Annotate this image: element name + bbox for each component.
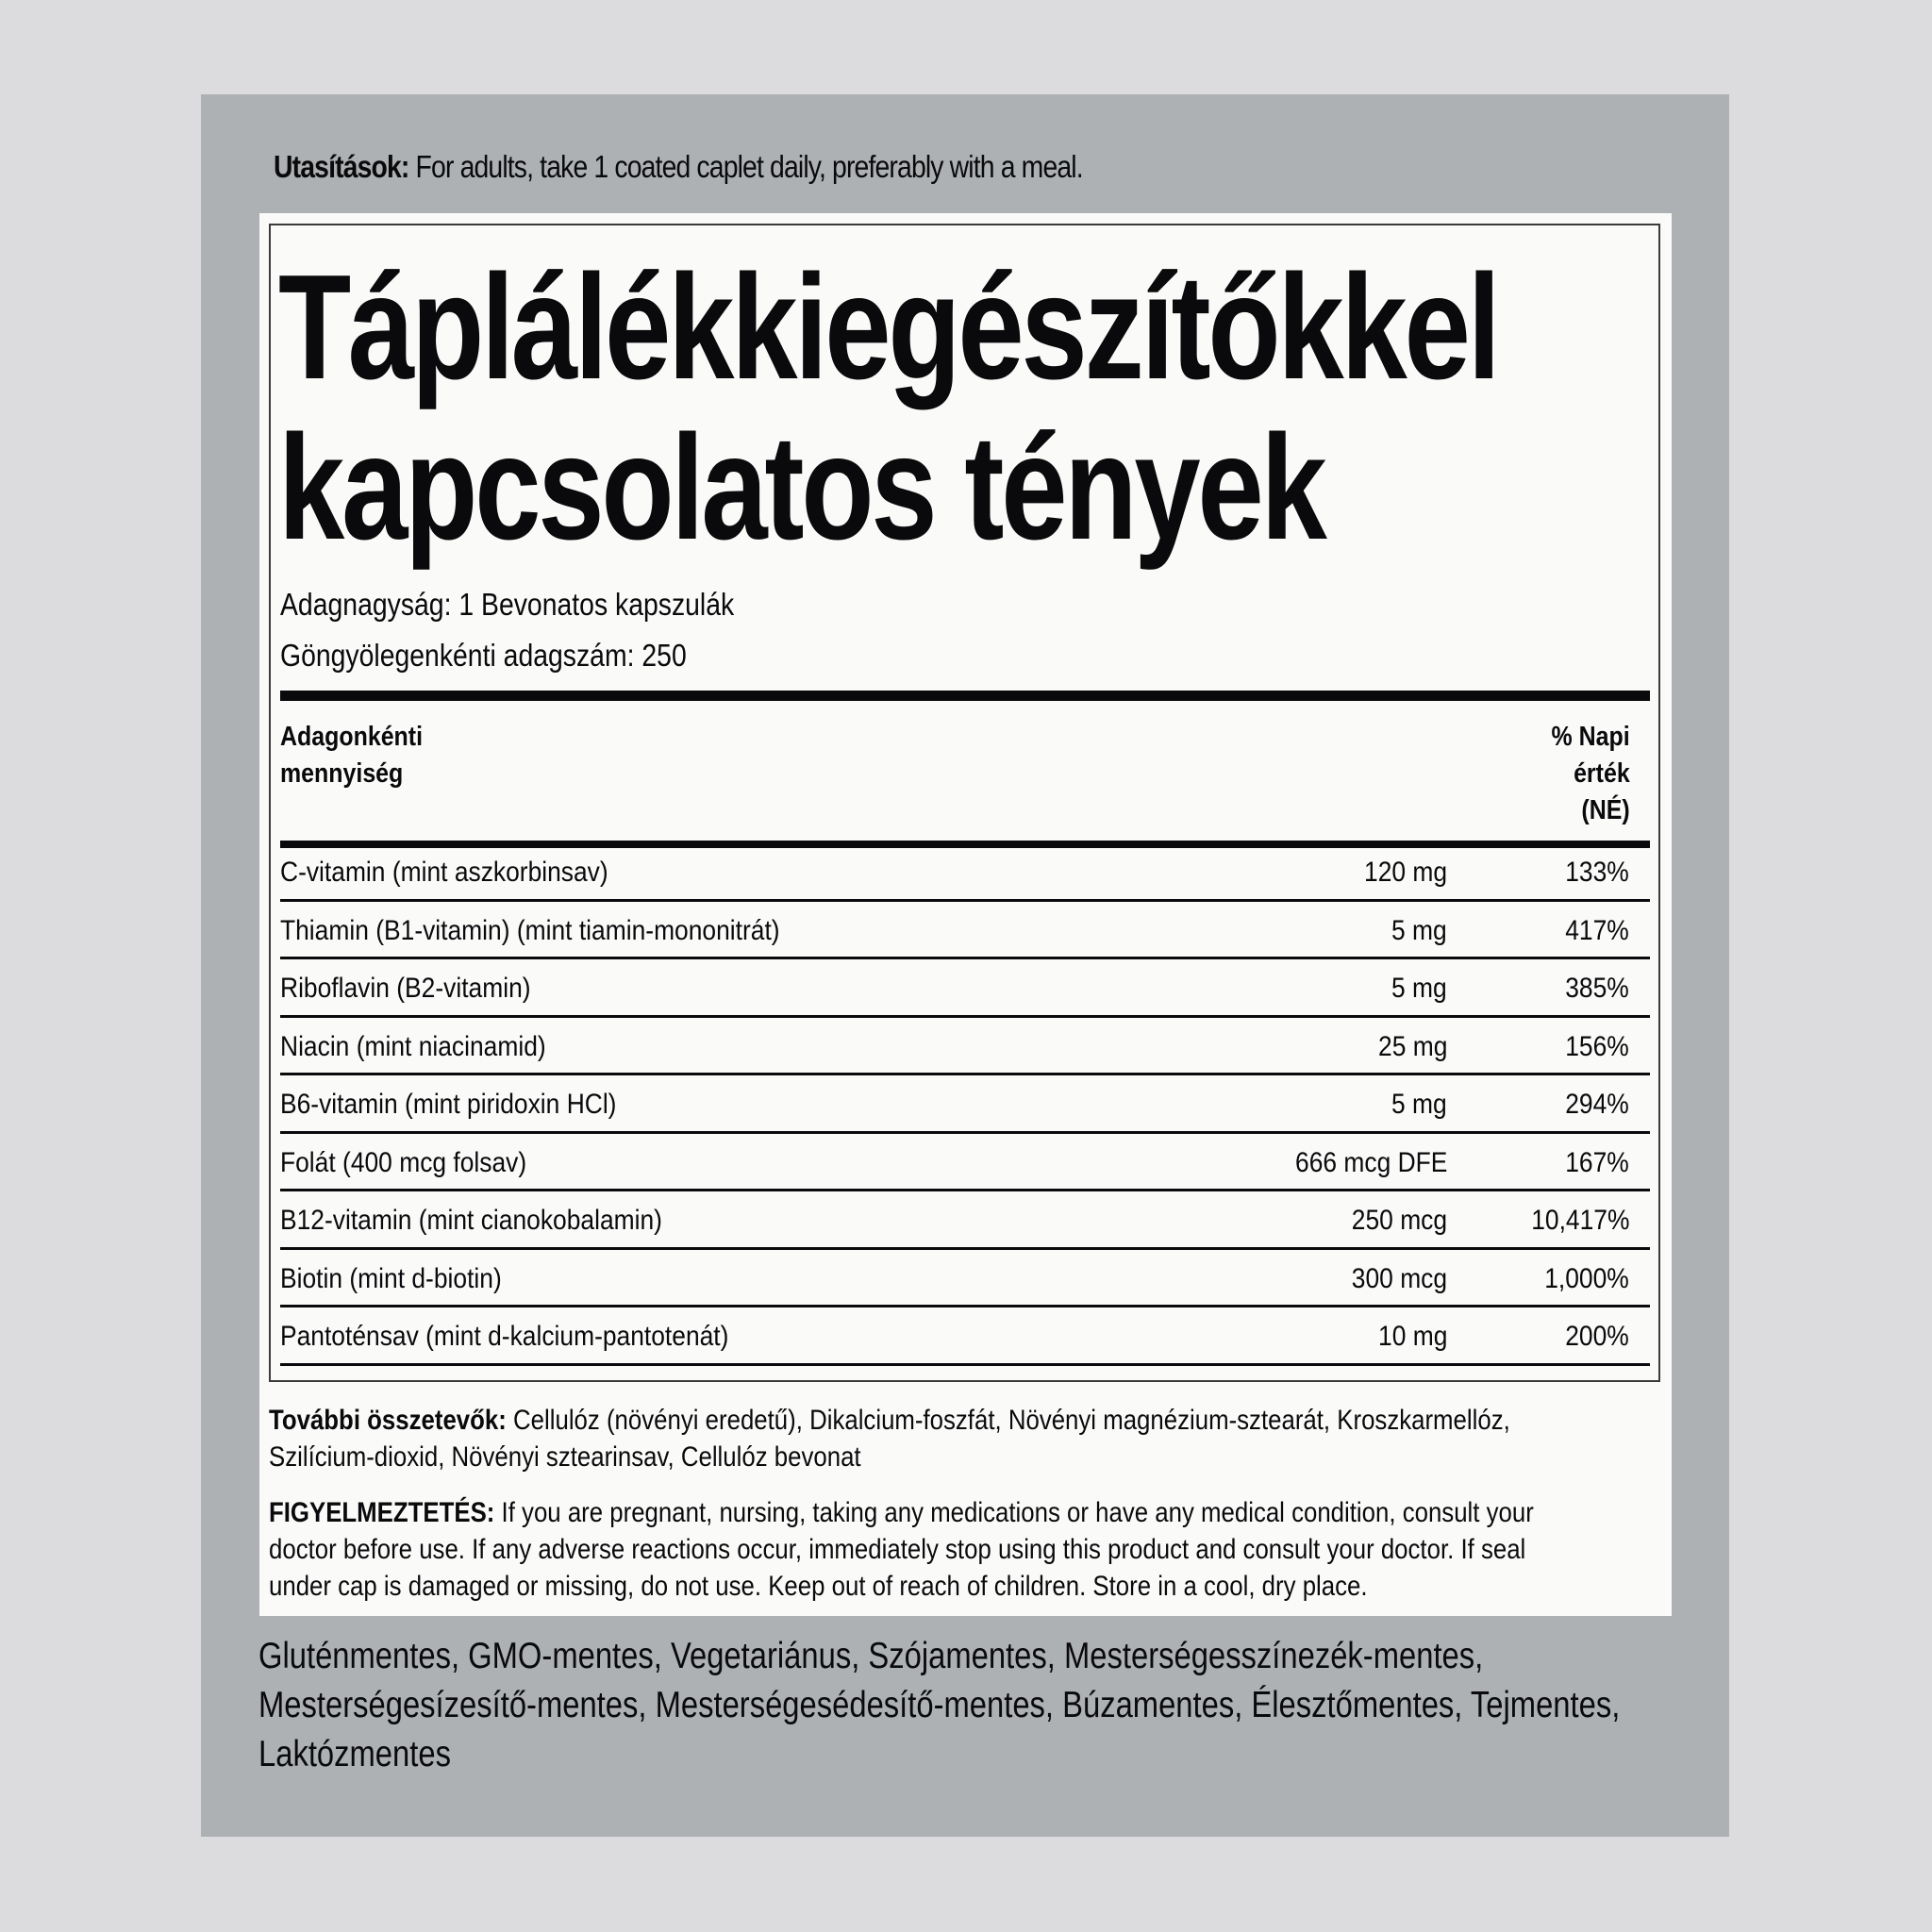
nutrient-name: Thiamin (B1-vitamin) (mint tiamin-mononitrát): [280, 914, 780, 946]
free-from-line3: Laktózmentes: [258, 1734, 451, 1774]
nutrient-daily-value: 417%: [1565, 914, 1629, 946]
nutrient-daily-value: 133%: [1565, 857, 1629, 888]
table-row: [280, 1250, 1650, 1308]
nutrient-name: Biotin (mint d-biotin): [280, 1262, 502, 1294]
nutrient-name: Niacin (mint niacinamid): [280, 1030, 546, 1062]
nutrient-name: C-vitamin (mint aszkorbinsav): [280, 857, 608, 888]
nutrient-name: B6-vitamin (mint piridoxin HCl): [280, 1089, 617, 1120]
directions-text: For adults, take 1 coated caplet daily, preferably with a meal.: [408, 149, 1083, 184]
nutrient-daily-value: 167%: [1565, 1146, 1629, 1178]
table-row: [280, 1307, 1650, 1366]
amount-per-serving-header: [280, 719, 423, 792]
warning: [269, 1494, 1632, 1605]
table-row: [280, 1191, 1650, 1250]
header-right-line1: % Napi: [1551, 722, 1630, 752]
other-ingredients-line2: Szilícium-dioxid, Növényi sztearinsav, Cellulóz bevonat: [269, 1441, 861, 1473]
nutrient-name: Folát (400 mcg folsav): [280, 1146, 527, 1178]
other-ingredients-label: További összetevők:: [269, 1405, 507, 1436]
warning-line2: doctor before use. If any adverse reactions occur, immediately stop using this product and consult your doctor. If seal: [269, 1534, 1526, 1565]
table-row: [280, 843, 1650, 902]
directions-label: Utasítások:: [274, 149, 409, 184]
nutrient-name: B12-vitamin (mint cianokobalamin): [280, 1205, 662, 1236]
facts-title-line2: kapcsolatos tények: [278, 405, 1324, 571]
nutrient-daily-value: 294%: [1565, 1089, 1629, 1120]
serving-size: Adagnagyság: 1 Bevonatos kapszulák: [280, 587, 735, 622]
nutrient-amount: 5 mg: [1391, 914, 1447, 946]
header-left-line1: Adagonkénti: [280, 722, 424, 752]
header-right-line3: (NÉ): [1581, 795, 1630, 825]
warning-line3: under cap is damaged or missing, do not use. Keep out of reach of children. Store in a cool, dry place.: [269, 1571, 1368, 1602]
nutrient-daily-value: 1,000%: [1544, 1262, 1629, 1294]
table-row: [280, 959, 1650, 1018]
facts-title-line1: Táplálékkiegészítőkkel: [278, 244, 1498, 410]
header-right-line2: érték: [1574, 758, 1630, 789]
warning-label: FIGYELMEZTETÉS:: [269, 1497, 495, 1528]
nutrient-amount: 10 mg: [1377, 1321, 1447, 1352]
free-from-line2: Mesterségesízesítő-mentes, Mesterségesédesítő-mentes, Búzamentes, Élesztőmentes, Tejmentes,: [258, 1685, 1621, 1725]
header-left-line2: mennyiség: [280, 758, 404, 789]
nutrient-amount: 25 mg: [1377, 1030, 1447, 1062]
nutrient-amount: 250 mcg: [1351, 1205, 1447, 1236]
nutrient-table: [280, 843, 1650, 1366]
nutrient-amount: 120 mg: [1363, 857, 1447, 888]
servings-per-container: Göngyölegenkénti adagszám: 250: [280, 638, 687, 673]
facts-title: [278, 244, 1498, 571]
table-row: [280, 1018, 1650, 1076]
other-ingredients-line1: Cellulóz (növényi eredetű), Dikalcium-foszfát, Növényi magnézium-sztearát, Kroszkarmellóz,: [506, 1405, 1510, 1436]
warning-line1: If you are pregnant, nursing, taking any medications or have any medical condition, consult your: [494, 1497, 1534, 1528]
nutrient-amount: 666 mcg DFE: [1294, 1146, 1447, 1178]
nutrient-daily-value: 10,417%: [1530, 1205, 1629, 1236]
other-ingredients: [269, 1402, 1632, 1475]
nutrient-daily-value: 385%: [1565, 973, 1629, 1004]
table-row: [280, 1134, 1650, 1192]
nutrient-name: Pantoténsav (mint d-kalcium-pantotenát): [280, 1321, 729, 1352]
free-from-line1: Gluténmentes, GMO-mentes, Vegetariánus, Szójamentes, Mesterségesszínezék-mentes,: [258, 1636, 1484, 1676]
table-row: [280, 1075, 1650, 1134]
thick-divider-top: [280, 691, 1650, 701]
directions: [274, 149, 1083, 185]
nutrient-amount: 5 mg: [1391, 1089, 1447, 1120]
nutrient-daily-value: 200%: [1565, 1321, 1629, 1352]
nutrient-name: Riboflavin (B2-vitamin): [280, 973, 531, 1004]
nutrient-amount: 5 mg: [1391, 973, 1447, 1004]
nutrient-amount: 300 mcg: [1351, 1262, 1447, 1294]
nutrient-daily-value: 156%: [1565, 1030, 1629, 1062]
daily-value-header: [1552, 719, 1630, 829]
table-row: [280, 902, 1650, 960]
free-from-claims: [258, 1632, 1701, 1779]
